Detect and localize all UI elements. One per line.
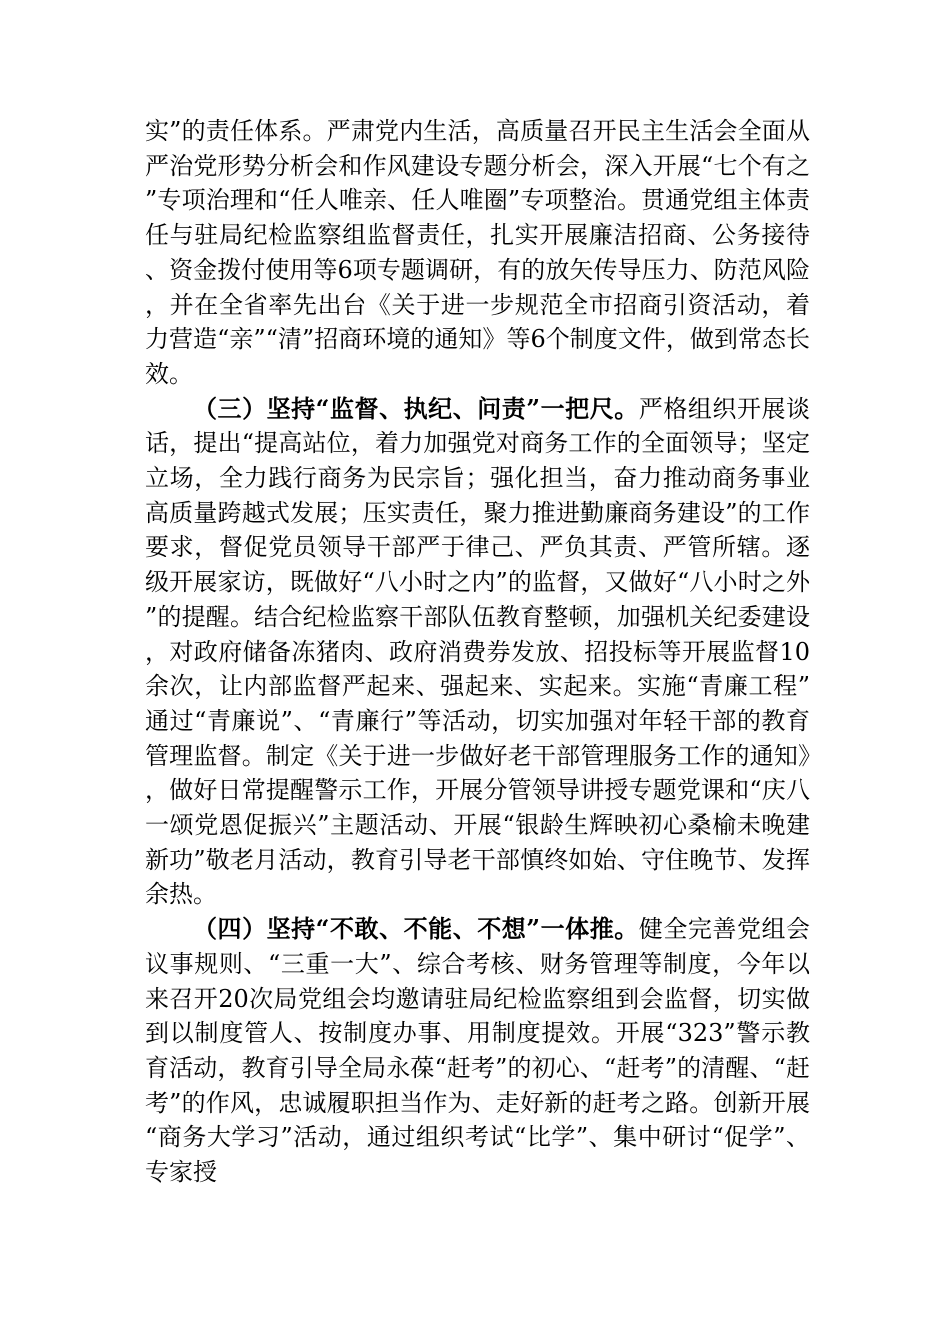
paragraph-body: 严格组织开展谈话，提出“提高站位，着力加强党对商务工作的全面领导；坚定立场，全力践行商务为民宗旨；强化担当，奋力推动商务事业高质量跨越式发展；压实责任，聚力推进勤廉商务建设”的工作要求，督促党员领导干部严于律己、严负其责、严管所辖。逐级开展家访，既做好“八小时之内”的监督，又做好“八小时之外”的提醒。结合纪检监察干部队伍教育整顿，加强机关纪委建设，对政府储备冻猪肉、政府消费券发放、招投标等开展监督10余次，让内部监督严起来、强起来、实起来。实施“青廉工程”通过“青廉说”、“青廉行”等活动，切实加强对年轻干部的教育管理监督。制定《关于进一步做好老干部管理服务工作的通知》，做好日常提醒警示工作，开展分管领导讲授专题党课和“庆八一颂党恩促振兴”主题活动、开展“银龄生辉映初心桑榆未晚建新功”敬老月活动，教育引导老干部慎终如始、守住晚节、发挥余热。 bbox=[145, 394, 811, 909]
paragraph-body: 健全完善党组会议事规则、“三重一大”、综合考核、财务管理等制度，今年以来召开20次局党组会均邀请驻局纪检监察组到会监督，切实做到以制度管人、按制度办事、用制度提效。开展“323”警示教育活动，教育引导全局永葆“赶考”的初心、“赶考”的清醒、“赶考”的作风，忠诚履职担当作为、走好新的赶考之路。创新开展“商务大学习”活动，通过组织考试“比学”、集中研讨“促学”、专家授 bbox=[145, 915, 811, 1187]
paragraph-section-four bbox=[145, 912, 810, 1190]
document-page bbox=[145, 114, 810, 1190]
paragraph-section-three bbox=[145, 392, 810, 913]
section-heading: （三）坚持“监督、执纪、问责”一把尺。 bbox=[193, 393, 639, 423]
section-heading: （四）坚持“不敢、不能、不想”一体推。 bbox=[193, 914, 639, 944]
paragraph-body: 实”的责任体系。严肃党内生活，高质量召开民主生活会全面从严治党形势分析会和作风建设专题分析会，深入开展“七个有之”专项治理和“任人唯亲、任人唯圈”专项整治。贯通党组主体责任与驻局纪检监察组监督责任，扎实开展廉洁招商、公务接待、资金拨付使用等6项专题调研，有的放矢传导压力、防范风险，并在全省率先出台《关于进一步规范全市招商引资活动，着力营造“亲”“清”招商环境的通知》等6个制度文件，做到常态长效。 bbox=[145, 117, 810, 388]
paragraph-responsibility-system bbox=[145, 114, 810, 392]
